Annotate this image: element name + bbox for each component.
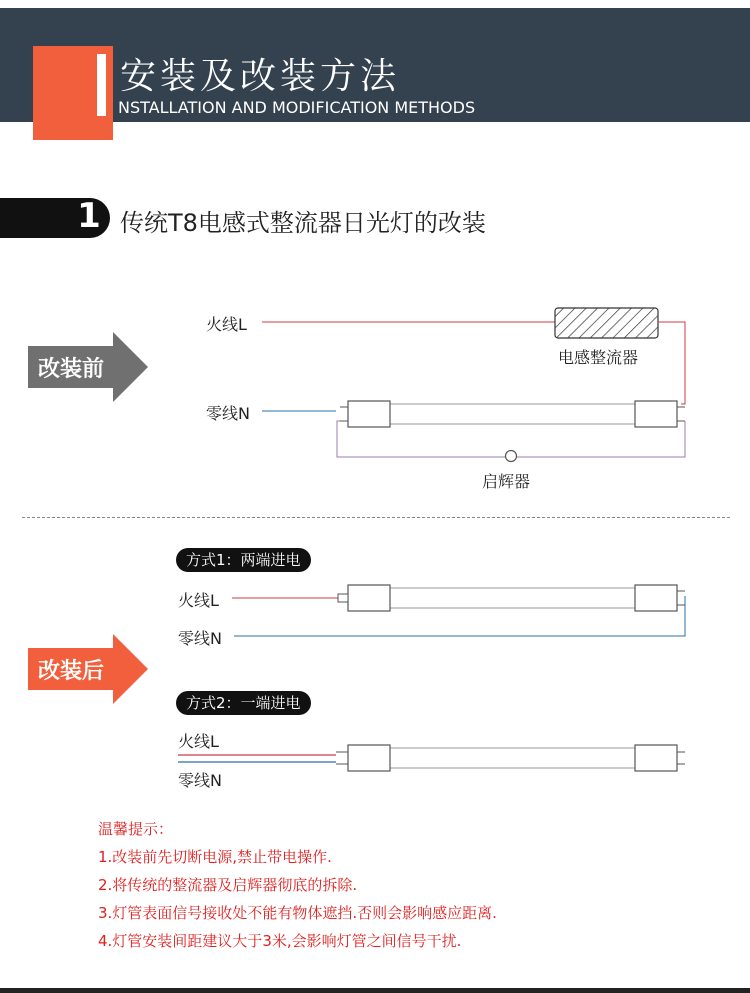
method2-badge: 方式2：一端进电 bbox=[176, 691, 311, 715]
tip-item: 2.将传统的整流器及启辉器彻底的拆除. bbox=[98, 876, 358, 894]
tip-item: 3.灯管表面信号接收处不能有物体遮挡.否则会影响感应距离. bbox=[98, 904, 497, 922]
section-title: 传统T8电感式整流器日光灯的改装 bbox=[120, 209, 486, 237]
before-arrow-label: 改装前 bbox=[38, 357, 105, 382]
m2-neutral-label: 零线N bbox=[178, 771, 222, 790]
ballast-label: 电感整流器 bbox=[558, 348, 639, 367]
m1-live-label: 火线L bbox=[178, 591, 219, 610]
section-number: 1 bbox=[77, 196, 101, 236]
tips-title: 温馨提示： bbox=[98, 820, 174, 838]
m2-tube bbox=[336, 745, 685, 771]
section-divider bbox=[22, 517, 730, 518]
page-title: 安装及改装方法 bbox=[120, 56, 401, 97]
ballast-to-tube-wire bbox=[658, 322, 685, 404]
before-tube bbox=[340, 401, 685, 427]
tip-item: 1.改装前先切断电源,禁止带电操作. bbox=[98, 848, 332, 866]
before-live-label: 火线L bbox=[206, 315, 247, 334]
ballast-box bbox=[555, 308, 658, 338]
before-neutral-label: 零线N bbox=[206, 404, 250, 423]
m1-neutral-label: 零线N bbox=[178, 629, 222, 648]
method1-badge: 方式1：两端进电 bbox=[176, 548, 311, 572]
m1-tube bbox=[338, 585, 685, 611]
bottom-border bbox=[0, 988, 750, 993]
after-arrow-label: 改装后 bbox=[38, 659, 105, 684]
starter-symbol bbox=[506, 451, 517, 462]
m2-live-label: 火线L bbox=[178, 732, 219, 751]
page-subtitle: NSTALLATION AND MODIFICATION METHODS bbox=[118, 98, 476, 117]
tip-item: 4.灯管安装间距建议大于3米,会影响灯管之间信号干扰. bbox=[98, 932, 462, 950]
starter-label: 启辉器 bbox=[482, 472, 531, 491]
